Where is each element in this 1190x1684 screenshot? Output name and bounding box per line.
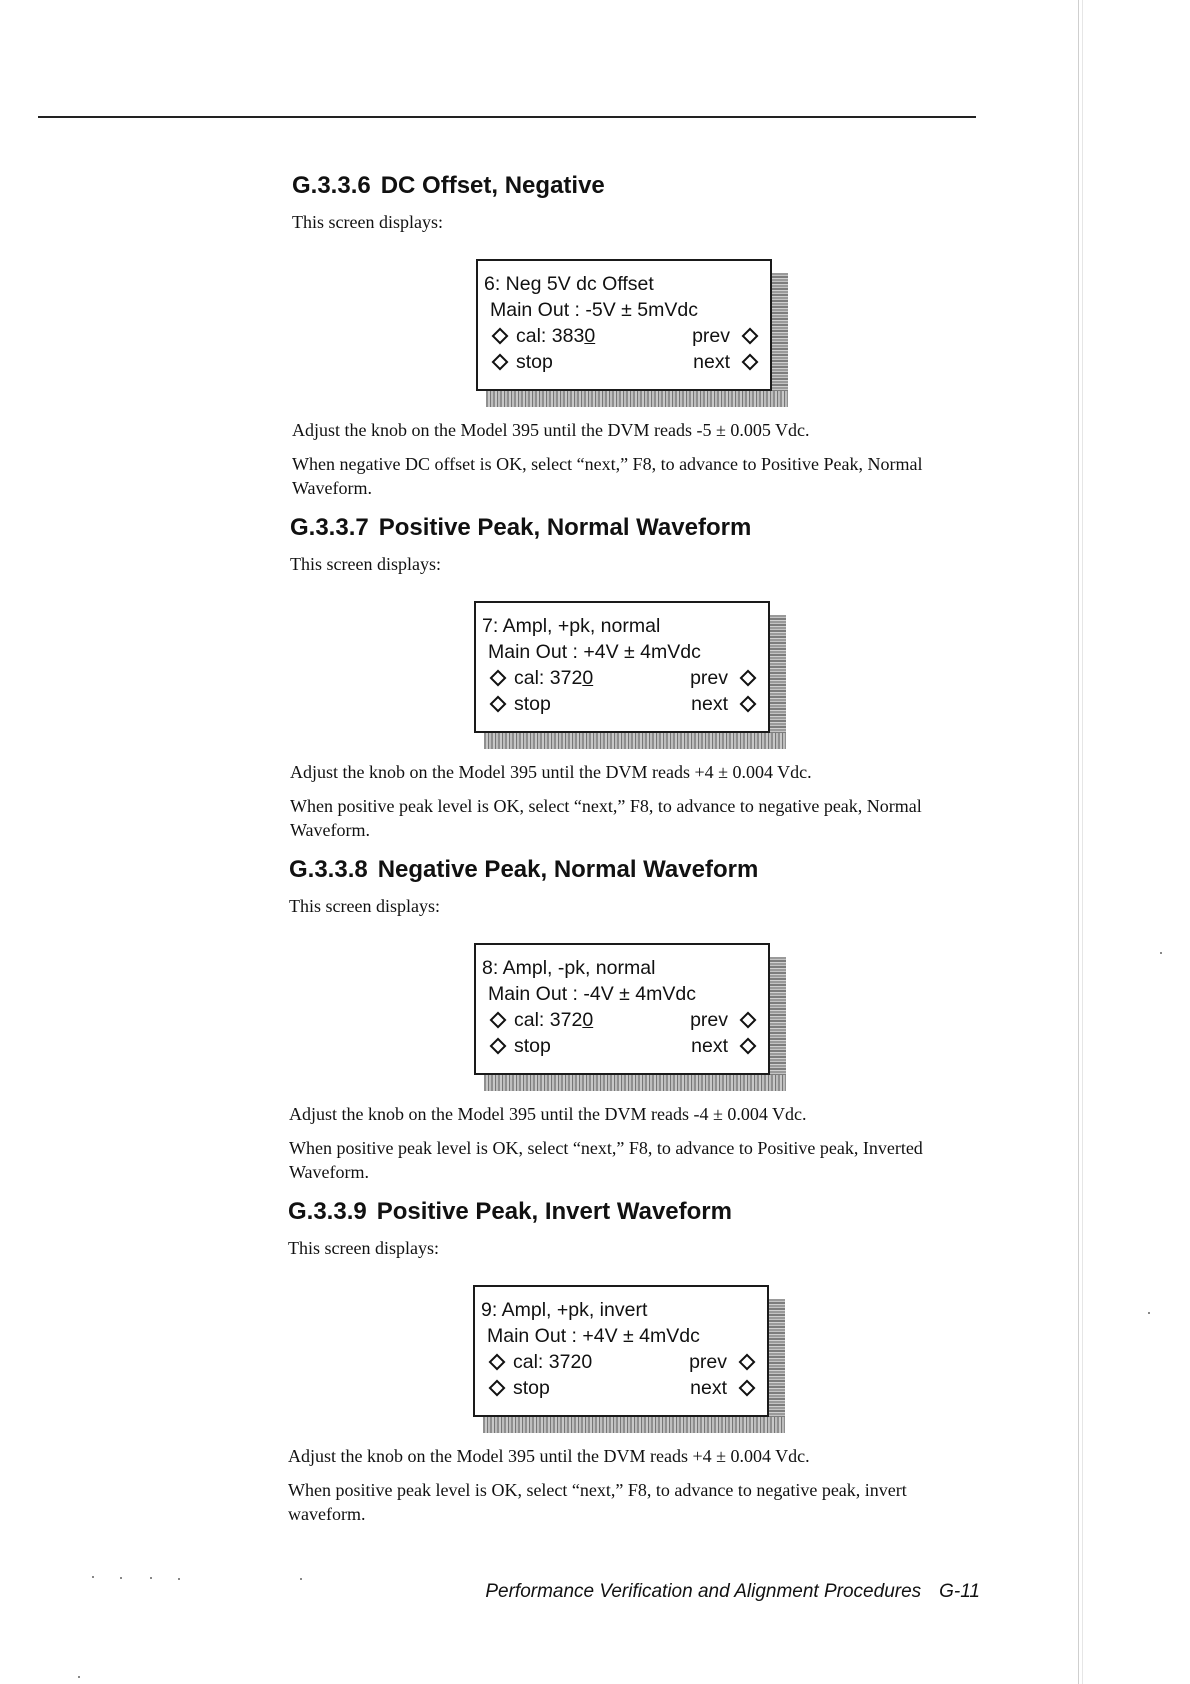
diamond-icon	[490, 1012, 507, 1029]
cal-digit: 0	[584, 325, 596, 347]
scan-speck	[150, 1577, 152, 1579]
display-screen-panel	[474, 943, 786, 1091]
stop-label: stop	[513, 1377, 550, 1399]
stop-softkey	[488, 1033, 551, 1059]
diamond-icon	[490, 696, 507, 713]
screen-shadow-right	[772, 273, 788, 407]
prev-softkey	[690, 1007, 756, 1033]
prev-label: prev	[689, 1351, 727, 1373]
screen-row-cal	[482, 665, 756, 691]
screen-row-cal	[484, 323, 758, 349]
section-number: G.3.3.7	[290, 514, 369, 541]
footer-title: Performance Verification and Alignment Procedures	[485, 1581, 922, 1602]
screen-shadow-right	[770, 957, 786, 1091]
screen-title: 7: Ampl, +pk, normal	[482, 615, 661, 637]
display-screen-panel	[473, 1285, 785, 1433]
next-softkey	[691, 691, 756, 717]
display-screen-panel	[476, 259, 788, 407]
scan-speck	[120, 1577, 122, 1579]
header-rule	[38, 116, 976, 118]
cal-label: cal: 383	[516, 325, 585, 347]
cal-softkey	[488, 665, 593, 691]
screen-title: 6: Neg 5V dc Offset	[484, 273, 654, 295]
section-number: G.3.3.9	[288, 1198, 367, 1225]
stop-label: stop	[514, 693, 551, 715]
section-title: Positive Peak, Normal Waveform	[378, 514, 752, 541]
diamond-icon	[740, 670, 757, 687]
section-title: Positive Peak, Invert Waveform	[376, 1198, 732, 1225]
screen-shadow-right	[770, 615, 786, 749]
diamond-icon	[740, 1012, 757, 1029]
next-label: next	[690, 1377, 727, 1399]
screen-row-stop	[481, 1375, 755, 1401]
diamond-icon	[490, 1038, 507, 1055]
screen-shadow-bottom	[486, 391, 788, 407]
page-number: G-11	[939, 1581, 980, 1602]
diamond-icon	[492, 328, 509, 345]
diamond-icon	[492, 354, 509, 371]
cal-softkey	[490, 323, 595, 349]
adjust-paragraph: Adjust the knob on the Model 395 until the DVM reads -5 ± 0.005 Vdc.	[292, 420, 810, 440]
cal-softkey	[488, 1007, 593, 1033]
stop-softkey	[488, 691, 551, 717]
diamond-icon	[489, 1380, 506, 1397]
screen-main-out: Main Out : -5V ± 5mVdc	[490, 299, 698, 321]
cal-softkey	[487, 1349, 592, 1375]
screen-row-cal	[482, 1007, 756, 1033]
scan-edge-line	[1082, 0, 1083, 1684]
cal-digit: 0	[581, 1351, 593, 1373]
diamond-icon	[489, 1354, 506, 1371]
next-softkey	[693, 349, 758, 375]
diamond-icon	[742, 328, 759, 345]
screen-title: 9: Ampl, +pk, invert	[481, 1299, 648, 1321]
next-softkey	[690, 1375, 755, 1401]
next-label: next	[691, 1035, 728, 1057]
intro-text: This screen displays:	[290, 554, 441, 574]
section-title: DC Offset, Negative	[380, 172, 605, 199]
next-label: next	[691, 693, 728, 715]
display-screen-panel	[474, 601, 786, 749]
prev-softkey	[690, 665, 756, 691]
intro-text: This screen displays:	[289, 896, 440, 916]
diamond-icon	[742, 354, 759, 371]
adjust-paragraph: Adjust the knob on the Model 395 until the DVM reads -4 ± 0.004 Vdc.	[289, 1104, 807, 1124]
scan-speck	[1148, 1312, 1150, 1314]
intro-text: This screen displays:	[288, 1238, 439, 1258]
screen-row-cal	[481, 1349, 755, 1375]
scan-speck	[178, 1578, 180, 1580]
cal-label: cal: 372	[513, 1351, 582, 1373]
diamond-icon	[740, 1038, 757, 1055]
prev-label: prev	[692, 325, 730, 347]
screen-row-stop	[482, 1033, 756, 1059]
screen-title: 8: Ampl, -pk, normal	[482, 957, 656, 979]
scan-speck	[1160, 952, 1162, 954]
prev-label: prev	[690, 667, 728, 689]
display-screen	[474, 601, 770, 733]
screen-main-out: Main Out : +4V ± 4mVdc	[487, 1325, 700, 1347]
screen-row-stop	[482, 691, 756, 717]
cal-digit: 0	[582, 667, 594, 689]
when-paragraph: When negative DC offset is OK, select “next,” F8, to advance to Positive Peak, Normal Waveform.	[292, 454, 923, 498]
stop-label: stop	[514, 1035, 551, 1057]
screen-shadow-right	[769, 1299, 785, 1433]
prev-label: prev	[690, 1009, 728, 1031]
display-screen	[473, 1285, 769, 1417]
section-heading	[288, 1198, 732, 1226]
screen-main-out: Main Out : -4V ± 4mVdc	[488, 983, 696, 1005]
scan-speck	[92, 1576, 94, 1578]
display-screen	[476, 259, 772, 391]
screen-row-stop	[484, 349, 758, 375]
section-title: Negative Peak, Normal Waveform	[377, 856, 759, 883]
display-screen	[474, 943, 770, 1075]
section-number: G.3.3.6	[292, 172, 371, 199]
prev-softkey	[692, 323, 758, 349]
intro-text: This screen displays:	[292, 212, 443, 232]
section-heading	[292, 172, 605, 200]
when-paragraph: When positive peak level is OK, select “next,” F8, to advance to negative peak, invert waveform.	[288, 1480, 907, 1524]
next-label: next	[693, 351, 730, 373]
stop-softkey	[490, 349, 553, 375]
diamond-icon	[490, 670, 507, 687]
scan-speck	[78, 1676, 80, 1678]
scan-edge-line	[1078, 0, 1079, 1684]
cal-digit: 0	[582, 1009, 594, 1031]
adjust-paragraph: Adjust the knob on the Model 395 until the DVM reads +4 ± 0.004 Vdc.	[290, 762, 812, 782]
when-paragraph: When positive peak level is OK, select “next,” F8, to advance to Positive peak, Inverted Waveform.	[289, 1138, 923, 1182]
cal-label: cal: 372	[514, 667, 583, 689]
scan-speck	[300, 1578, 302, 1580]
screen-shadow-bottom	[483, 1417, 785, 1433]
next-softkey	[691, 1033, 756, 1059]
stop-label: stop	[516, 351, 553, 373]
screen-main-out: Main Out : +4V ± 4mVdc	[488, 641, 701, 663]
diamond-icon	[740, 696, 757, 713]
when-paragraph: When positive peak level is OK, select “next,” F8, to advance to negative peak, Normal Waveform.	[290, 796, 922, 840]
section-number: G.3.3.8	[289, 856, 368, 883]
diamond-icon	[739, 1380, 756, 1397]
screen-shadow-bottom	[484, 1075, 786, 1091]
page-footer	[485, 1581, 980, 1603]
screen-shadow-bottom	[484, 733, 786, 749]
stop-softkey	[487, 1375, 550, 1401]
diamond-icon	[739, 1354, 756, 1371]
adjust-paragraph: Adjust the knob on the Model 395 until the DVM reads +4 ± 0.004 Vdc.	[288, 1446, 810, 1466]
prev-softkey	[689, 1349, 755, 1375]
section-heading	[290, 514, 751, 542]
section-heading	[289, 856, 758, 884]
cal-label: cal: 372	[514, 1009, 583, 1031]
